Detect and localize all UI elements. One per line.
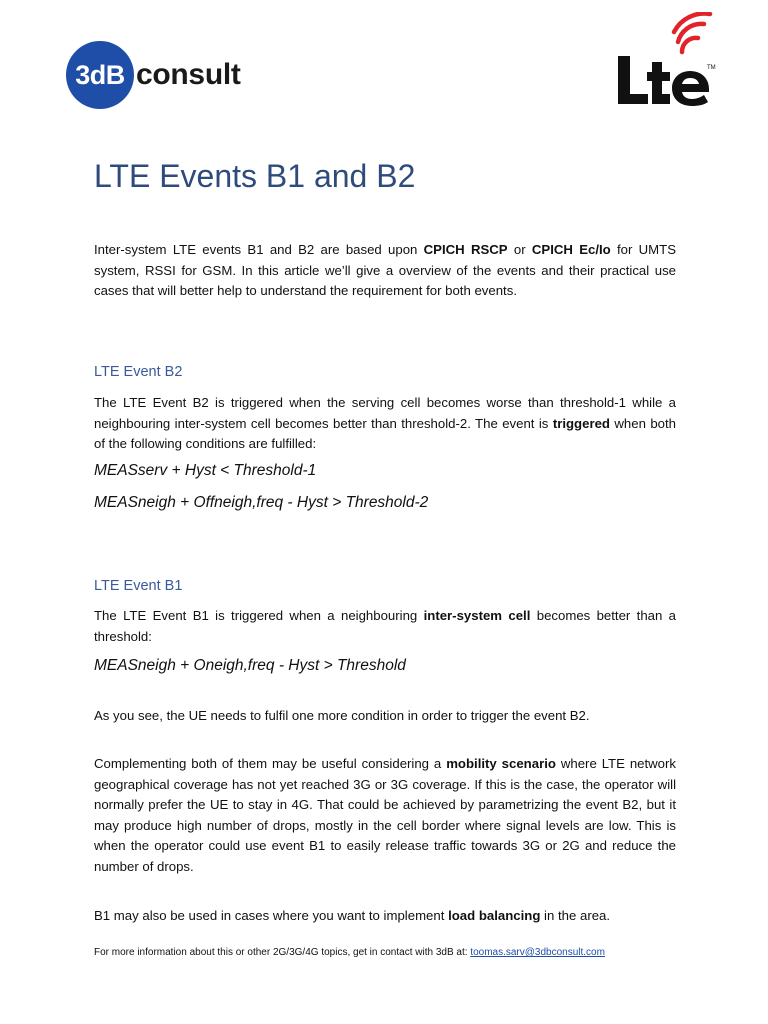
intro-paragraph: Inter-system LTE events B1 and B2 are based upon CPICH RSCP or CPICH Ec/Io for UMTS system, RSSI for GSM. In this article we’ll give a overview of the events and their practical use cases that will better help to understand the requirement for both events.: [94, 242, 677, 299]
b2-formula-2: MEASneigh + Offneigh,freq - Hyst > Threshold-2: [94, 494, 429, 511]
note-paragraph: As you see, the UE needs to fulfil one more condition in order to trigger the event B2.: [94, 708, 590, 723]
lte-tm: TM: [707, 65, 716, 71]
logo-3dbconsult: [66, 40, 241, 110]
footer-contact: [94, 947, 605, 958]
b2-formula-1: MEASserv + Hyst < Threshold-1: [94, 462, 317, 479]
lte-logo-graphic: [612, 12, 716, 108]
event-b2-paragraph: The LTE Event B2 is triggered when the serving cell becomes worse than threshold-1 while a neighbouring inter-system cell becomes better than threshold-2. The event is triggered when both of the following conditions are fulfilled:: [94, 395, 676, 452]
logo-consult-word: consult: [136, 58, 241, 91]
load-balancing-paragraph: B1 may also be used in cases where you want to implement load balancing in the area.: [94, 908, 611, 923]
logo-lte: [612, 12, 716, 108]
heading-event-b2: LTE Event B2: [94, 364, 183, 380]
heading-event-b1: LTE Event B1: [94, 578, 183, 594]
footer-text: For more information about this or other 2G/3G/4G topics, get in contact with 3dB at:: [94, 947, 471, 958]
logo-3db-circle: 3dB: [66, 41, 134, 109]
page-title: LTE Events B1 and B2: [94, 158, 416, 194]
b1-formula-1: MEASneigh + Oneigh,freq - Hyst > Threshold: [94, 657, 406, 674]
complement-paragraph: Complementing both of them may be useful considering a mobility scenario where LTE network geographical coverage has not yet reached 3G or 3G coverage. If this is the case, the operator will normally prefer the UE to stay in 4G. That could be achieved by parametrizing the event B2, but it may produce high number of drops, mostly in the cell border where signal levels are low. This is when the operator could use event B1 to easily release traffic towards 3G or 2G and reduce the number of drops.: [94, 756, 677, 874]
contact-email-link[interactable]: toomas.sarv@3dbconsult.com: [470, 947, 605, 958]
event-b1-paragraph: The LTE Event B1 is triggered when a neighbouring inter-system cell becomes better than a threshold:: [94, 608, 677, 644]
